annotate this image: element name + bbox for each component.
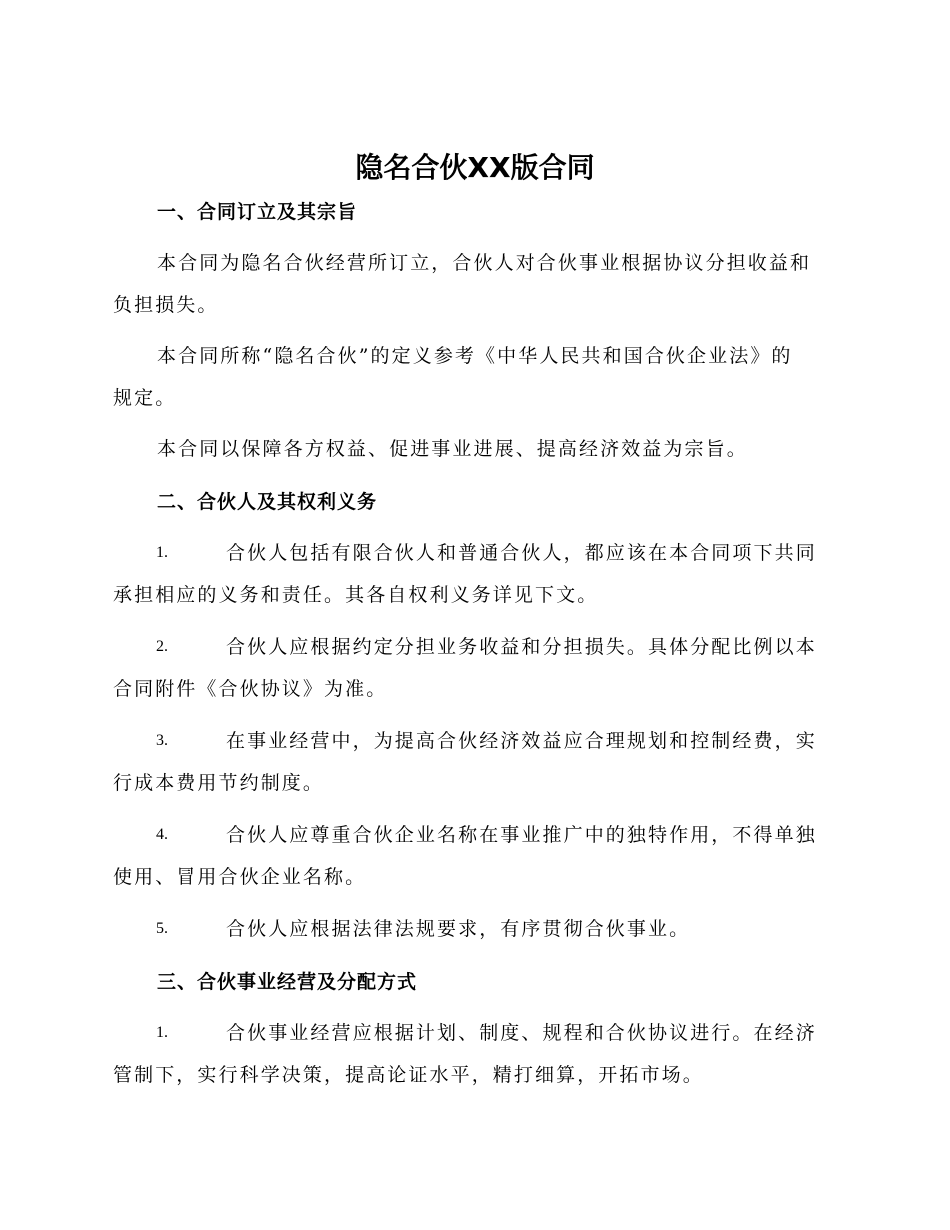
paragraph — [113, 335, 833, 419]
document-title: 隐名合伙XX版合同 — [355, 151, 595, 184]
list-item-text: 合伙人应根据法律法规要求，有序贯彻合伙事业。 — [226, 918, 691, 940]
paragraph — [113, 242, 833, 326]
list-item-text: 合伙人应根据约定分担业务收益和分担损失。具体分配比例以本 — [226, 636, 817, 658]
list-item-text: 合伙人应尊重合伙企业名称在事业推广中的独特作用，不得单独 — [226, 824, 817, 846]
list-item-text: 行成本费用节约制度。 — [113, 772, 325, 794]
list-item-number: 1. — [156, 544, 168, 561]
list-item — [113, 532, 833, 616]
section-heading-3: 三、合伙事业经营及分配方式 — [157, 971, 418, 993]
list-item-number: 5. — [156, 920, 168, 937]
paragraph-line: 负担损失。 — [113, 294, 219, 316]
list-item-number: 4. — [156, 826, 168, 843]
list-item — [113, 626, 833, 710]
list-item-number: 3. — [156, 732, 168, 749]
list-item-text: 合同附件《合伙协议》为准。 — [113, 678, 388, 700]
list-item — [113, 908, 833, 950]
list-item-text: 使用、冒用合伙企业名称。 — [113, 866, 367, 888]
list-item-text: 在事业经营中，为提高合伙经济效益应合理规划和控制经费，实 — [226, 730, 817, 752]
paragraph — [113, 428, 833, 470]
list-item-number: 1. — [156, 1024, 168, 1041]
list-item — [113, 814, 833, 898]
paragraph-line: 本合同为隐名合伙经营所订立，合伙人对合伙事业根据协议分担收益和 — [157, 252, 812, 274]
list-item-text: 承担相应的义务和责任。其各自权利义务详见下文。 — [113, 584, 599, 606]
list-item-text: 合伙人包括有限合伙人和普通合伙人，都应该在本合同项下共同 — [226, 542, 817, 564]
section-heading-1: 一、合同订立及其宗旨 — [157, 201, 358, 223]
list-item-text: 合伙事业经营应根据计划、制度、规程和合伙协议进行。在经济 — [226, 1022, 817, 1044]
paragraph-line: 本合同所称“隐名合伙”的定义参考《中华人民共和国合伙企业法》的 — [157, 345, 793, 367]
list-item — [113, 720, 833, 804]
list-item-text: 管制下，实行科学决策，提高论证水平，精打细算，开拓市场。 — [113, 1064, 704, 1086]
list-item-number: 2. — [156, 638, 168, 655]
section-heading-2: 二、合伙人及其权利义务 — [157, 491, 378, 513]
list-item — [113, 1012, 833, 1096]
paragraph-line: 本合同以保障各方权益、促进事业进展、提高经济效益为宗旨。 — [157, 438, 748, 460]
paragraph-line: 规定。 — [113, 387, 177, 409]
